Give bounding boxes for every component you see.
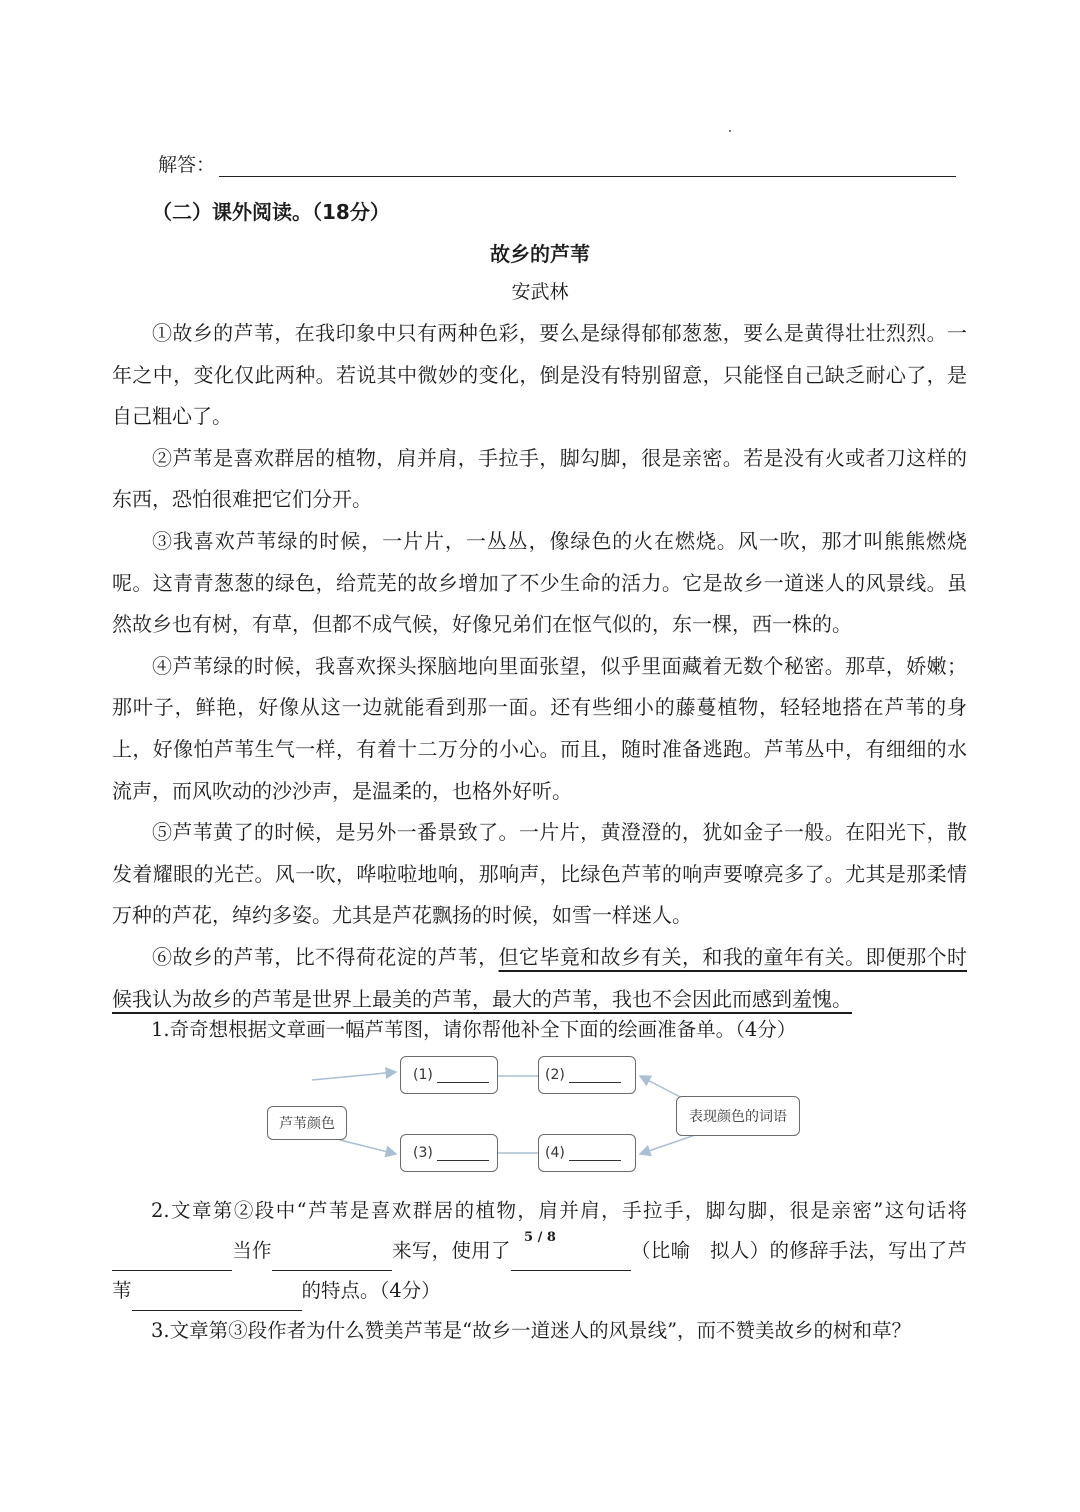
questions-2-3 bbox=[112, 1191, 967, 1351]
answer-line bbox=[158, 150, 956, 177]
blank-box-3[interactable] bbox=[400, 1134, 498, 1172]
question-1-text: 1.奇奇想根据文章画一幅芦苇图，请你帮他补全下面的绘画准备单。（4分） bbox=[151, 1018, 797, 1041]
box-1-blank[interactable] bbox=[437, 1068, 489, 1083]
arrow-words-to-box2 bbox=[640, 1076, 682, 1098]
arrow-words-to-box4 bbox=[640, 1134, 698, 1154]
paragraph-6-underlined: 但它毕竟和故乡有关，和我的童年有关。即便那个时候我认为故乡的芦苇是世界上最美的芦苇，最大的芦苇，我也不会因此而感到羞愧。 bbox=[112, 944, 968, 1011]
box-3-label: (3) bbox=[413, 1145, 433, 1161]
color-words-box bbox=[676, 1096, 800, 1136]
scan-speck bbox=[729, 130, 731, 132]
question-3: 3.文章第③段作者为什么赞美芦苇是“故乡一道迷人的风景线”，而不赞美故乡的树和草？ bbox=[151, 1319, 912, 1342]
blank-box-1[interactable] bbox=[400, 1056, 498, 1094]
question-2-part1: 2.文章第②段中“芦苇是喜欢群居的植物，肩并肩，手拉手，脚勾脚，很是亲密”这句话将 bbox=[151, 1199, 967, 1222]
section-title: （二）课外阅读。（18分） bbox=[152, 200, 390, 224]
box-3-blank[interactable] bbox=[437, 1146, 489, 1161]
box-4-label: (4) bbox=[545, 1145, 565, 1161]
paragraph-2: ②芦苇是喜欢群居的植物，肩并肩，手拉手，脚勾脚，很是亲密。若是没有火或者刀这样的东西，恐怕很难把它们分开。 bbox=[112, 445, 967, 512]
paragraph-3: ③我喜欢芦苇绿的时候，一片片，一丛丛，像绿色的火在燃烧。风一吹，那才叫熊熊燃烧呢。这青青葱葱的绿色，给荒芜的故乡增加了不少生命的活力。它是故乡一道迷人的风景线。虽然故乡也有树，有草，但都不成气候，好像兄弟们在怄气似的，东一棵，西一株的。 bbox=[112, 528, 967, 637]
answer-blank[interactable] bbox=[219, 156, 956, 177]
box-4-blank[interactable] bbox=[569, 1146, 621, 1161]
question-2 bbox=[112, 1191, 967, 1311]
arrow-color-to-box1 bbox=[312, 1072, 396, 1080]
question-2-part3: 来写，使用了 bbox=[391, 1239, 511, 1262]
reed-color-label: 芦苇颜色 bbox=[279, 1116, 335, 1132]
page-number: 5 / 8 bbox=[524, 1230, 556, 1245]
article-body bbox=[112, 313, 967, 1020]
question-2-part4: （比喻 拟人）的修辞手法，写出了芦苇 bbox=[112, 1239, 967, 1302]
question-1 bbox=[112, 1010, 967, 1050]
paragraph-4: ④芦苇绿的时候，我喜欢探头探脑地向里面张望，似乎里面藏着无数个秘密。那草，娇嫩；那叶子，鲜艳，好像从这一边就能看到那一面。还有些细小的藤蔓植物，轻轻地搭在芦苇的身上，好像怕芦苇生气一样，有着十二万分的小心。而且，随时准备逃跑。芦苇丛中，有细细的水流声，而风吹动的沙沙声，是温柔的，也格外好听。 bbox=[112, 653, 967, 803]
blank-box-4[interactable] bbox=[538, 1134, 636, 1172]
box-2-blank[interactable] bbox=[569, 1068, 621, 1083]
question-2-part5: 的特点。（4分） bbox=[301, 1279, 441, 1302]
question-2-part2: 当作 bbox=[232, 1239, 272, 1262]
color-words-label: 表现颜色的词语 bbox=[689, 1109, 787, 1125]
box-1-label: (1) bbox=[413, 1067, 433, 1083]
paragraph-5: ⑤芦苇黄了的时候，是另外一番景致了。一片片，黄澄澄的，犹如金子一般。在阳光下，散发着耀眼的光芒。风一吹，哗啦啦地响，那响声，比绿色芦苇的响声要嘹亮多了。尤其是那柔情万种的芦花，绰约多姿。尤其是芦花飘扬的时候，如雪一样迷人。 bbox=[112, 820, 967, 928]
drawing-checklist-diagram bbox=[262, 1050, 818, 1182]
article-author: 安武林 bbox=[511, 281, 569, 303]
paragraph-6 bbox=[112, 937, 967, 1020]
q2-blank-3[interactable] bbox=[511, 1248, 631, 1271]
paragraph-1: ①故乡的芦苇，在我印象中只有两种色彩，要么是绿得郁郁葱葱，要么是黄得壮壮烈烈。一年之中，变化仅此两种。若说其中微妙的变化，倒是没有特别留意，只能怪自己缺乏耐心了，是自己粗心了。 bbox=[112, 321, 967, 429]
q2-blank-4[interactable] bbox=[132, 1288, 302, 1311]
blank-box-2[interactable] bbox=[538, 1056, 636, 1094]
arrow-color-to-box3 bbox=[340, 1140, 396, 1154]
paragraph-6-plain: ⑥故乡的芦苇，比不得荷花淀的芦苇， bbox=[152, 944, 499, 969]
article-title: 故乡的芦苇 bbox=[490, 242, 590, 266]
reed-color-box bbox=[267, 1106, 347, 1140]
q2-blank-1[interactable] bbox=[112, 1248, 232, 1271]
box-2-label: (2) bbox=[545, 1067, 565, 1083]
answer-label: 解答： bbox=[158, 154, 216, 176]
q2-blank-2[interactable] bbox=[272, 1248, 392, 1271]
